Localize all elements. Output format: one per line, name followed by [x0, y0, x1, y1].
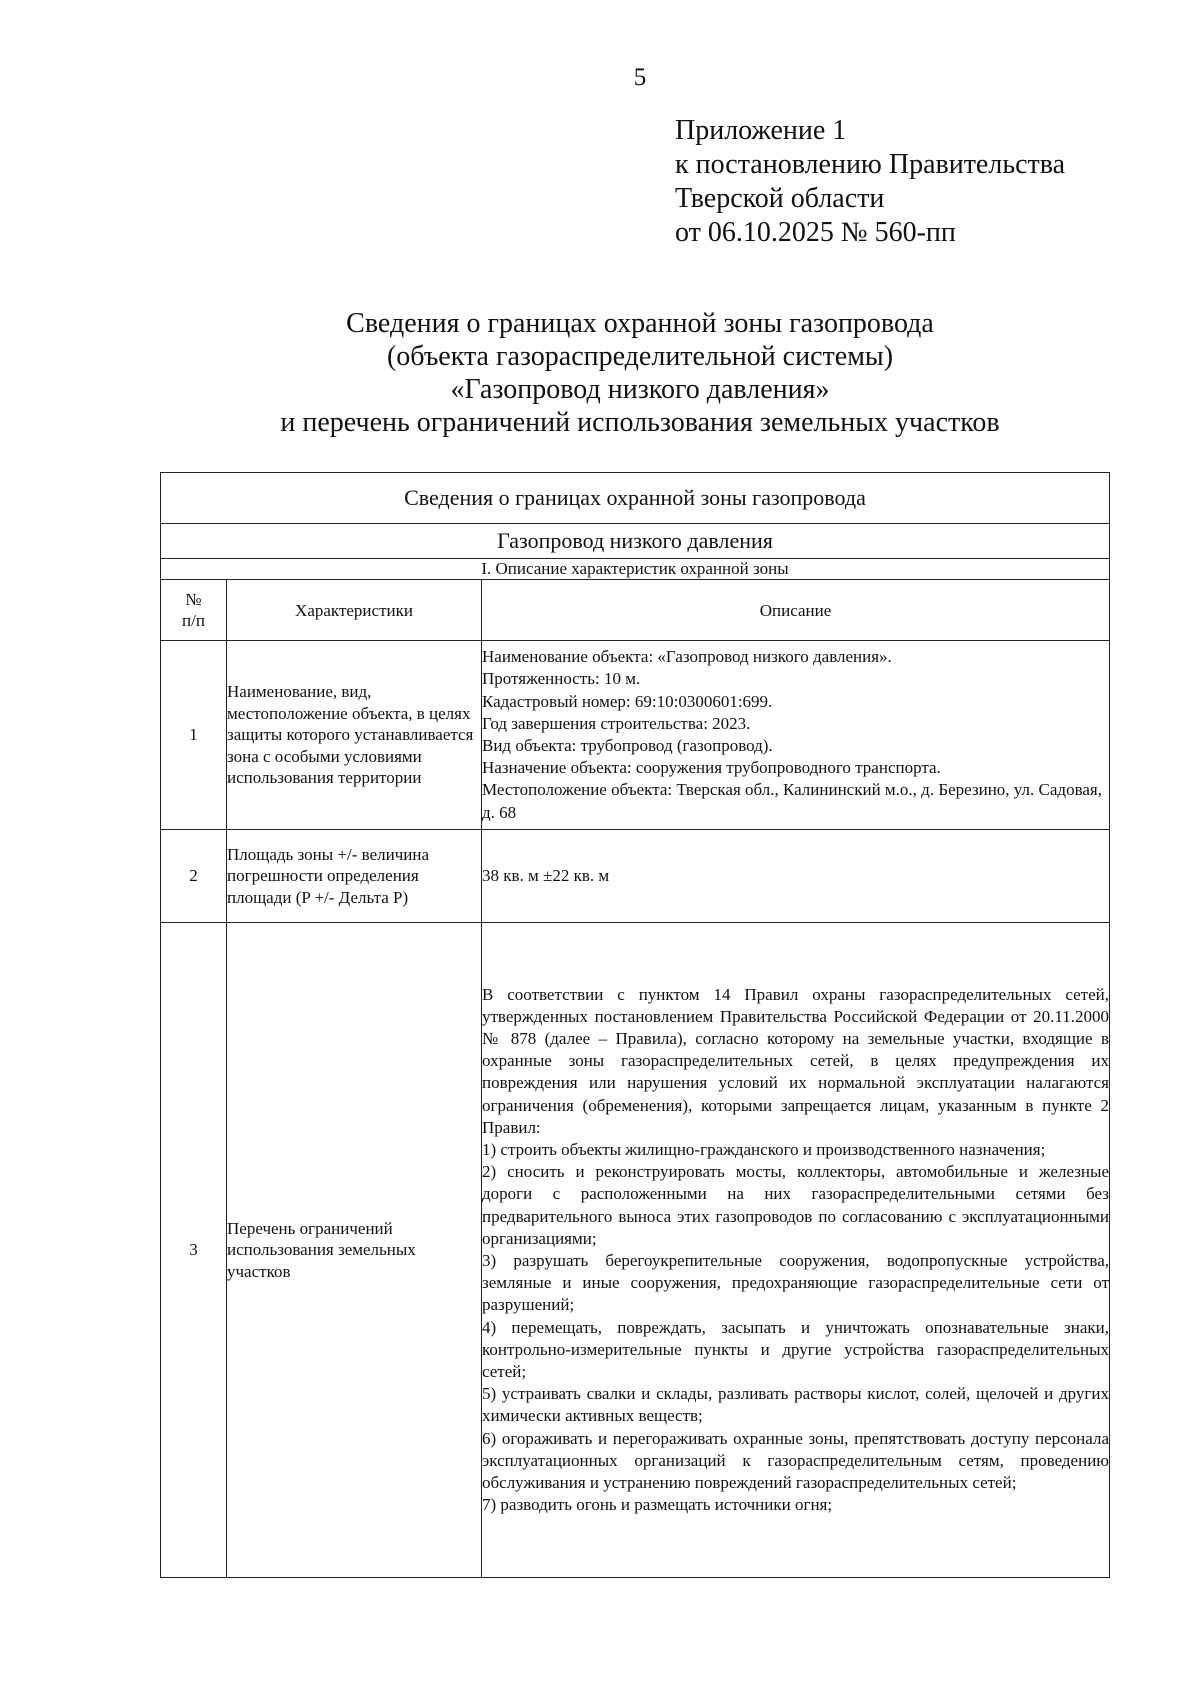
appendix-block: [675, 114, 1065, 250]
restriction-item: 4) перемещать, повреждать, засыпать и уничтожать опознавательные знаки, контрольно-измерительные пункты и другие устройства газораспределительных сетей;: [482, 1317, 1109, 1382]
section-heading: I. Описание характеристик охранной зоны: [161, 559, 1110, 580]
row-characteristic: Наименование, вид, местоположение объекта, в целях защиты которого устанавливается зона с особыми условиями использования территории: [227, 641, 482, 830]
table-header-row: [161, 473, 1110, 524]
table-row: [161, 641, 1110, 830]
title-line-4: и перечень ограничений использования земельных участков: [280, 407, 1000, 438]
row-number: 2: [161, 830, 227, 923]
document-title: [0, 307, 1200, 439]
description-line: Протяженность: 10 м.: [482, 669, 641, 689]
column-header-characteristics: Характеристики: [227, 580, 482, 641]
description-line: Назначение объекта: сооружения трубопроводного транспорта.: [482, 758, 941, 778]
table-row: [161, 923, 1110, 1578]
section-heading-row: [161, 559, 1110, 580]
restriction-intro: В соответствии с пунктом 14 Правил охраны газораспределительных сетей, утвержденных постановлением Правительства Российской Федерации от 20.11.2000 № 878 (далее – Правила), согласно которому на земельные участки, входящие в охранные зоны газораспределительных сетей, в целях предупреждения их повреждения или нарушения условий их нормальной эксплуатации налагаются ограничения (обременения), которыми запрещается лицам, указанным в пункте 2 Правил:: [482, 984, 1109, 1137]
column-header-description: Описание: [482, 580, 1110, 641]
description-line: Вид объекта: трубопровод (газопровод).: [482, 736, 773, 755]
restriction-item: 1) строить объекты жилищно-гражданского и производственного назначения;: [482, 1139, 1046, 1159]
row-characteristic: Перечень ограничений использования земельных участков: [227, 923, 482, 1578]
restriction-item: 6) огораживать и перегораживать охранные зоны, препятствовать доступу персонала эксплуатационных организаций к газораспределительным сетям, проведению обслуживания и устранению повреждений газораспределительных сетей;: [482, 1428, 1109, 1493]
column-header-row: [161, 580, 1110, 641]
title-line-2: (объекта газораспределительной системы): [386, 341, 894, 372]
restriction-item: 2) сносить и реконструировать мосты, коллекторы, автомобильные и железные дороги с расположенными на них газораспределительными сетями без предварительного выноса этих газопроводов по согласованию с эксплуатационными организациями;: [482, 1162, 1109, 1248]
description-line: Наименование объекта: «Газопровод низкого давления».: [482, 647, 892, 667]
row-characteristic: Площадь зоны +/- величина погрешности определения площади (P +/- Дельта P): [227, 830, 482, 923]
protection-zone-table: [160, 472, 1110, 1578]
title-line-1: Сведения о границах охранной зоны газопровода: [346, 308, 934, 339]
appendix-line-3: Тверской области: [675, 183, 885, 214]
description-line: Год завершения строительства: 2023.: [482, 713, 751, 733]
row-number: 3: [161, 923, 227, 1578]
column-header-num-abbr: п/п: [182, 611, 205, 630]
table-subheader: Газопровод низкого давления: [161, 524, 1110, 559]
restriction-item: 5) устраивать свалки и склады, разливать растворы кислот, солей, щелочей и других химически активных веществ;: [482, 1384, 1109, 1426]
table-header: Сведения о границах охранной зоны газопровода: [161, 473, 1110, 524]
row-description: [482, 641, 1110, 830]
title-line-3: «Газопровод низкого давления»: [450, 374, 830, 405]
description-line: Местоположение объекта: Тверская обл., Калининский м.о., д. Березино, ул. Садовая, д. 68: [482, 780, 1102, 822]
appendix-line-4: от 06.10.2025 № 560-пп: [675, 217, 956, 248]
appendix-line-1: Приложение 1: [675, 115, 847, 146]
appendix-line-2: к постановлению Правительства: [675, 149, 1066, 180]
restriction-item: 3) разрушать берегоукрепительные сооружения, водопропускные устройства, земляные и иные сооружения, предохраняющие газораспределительные сети от разрушений;: [482, 1251, 1109, 1315]
row-description: 38 кв. м ±22 кв. м: [482, 830, 1110, 923]
description-line: Кадастровый номер: 69:10:0300601:699.: [482, 691, 773, 711]
row-number: 1: [161, 641, 227, 830]
restriction-item: 7) разводить огонь и размещать источники огня;: [482, 1495, 833, 1515]
column-header-num-symbol: №: [185, 590, 202, 609]
row-description: [482, 923, 1110, 1578]
page-number: 5: [633, 64, 647, 91]
table-row: [161, 830, 1110, 923]
table-subheader-row: [161, 524, 1110, 559]
column-header-num: [161, 580, 227, 641]
